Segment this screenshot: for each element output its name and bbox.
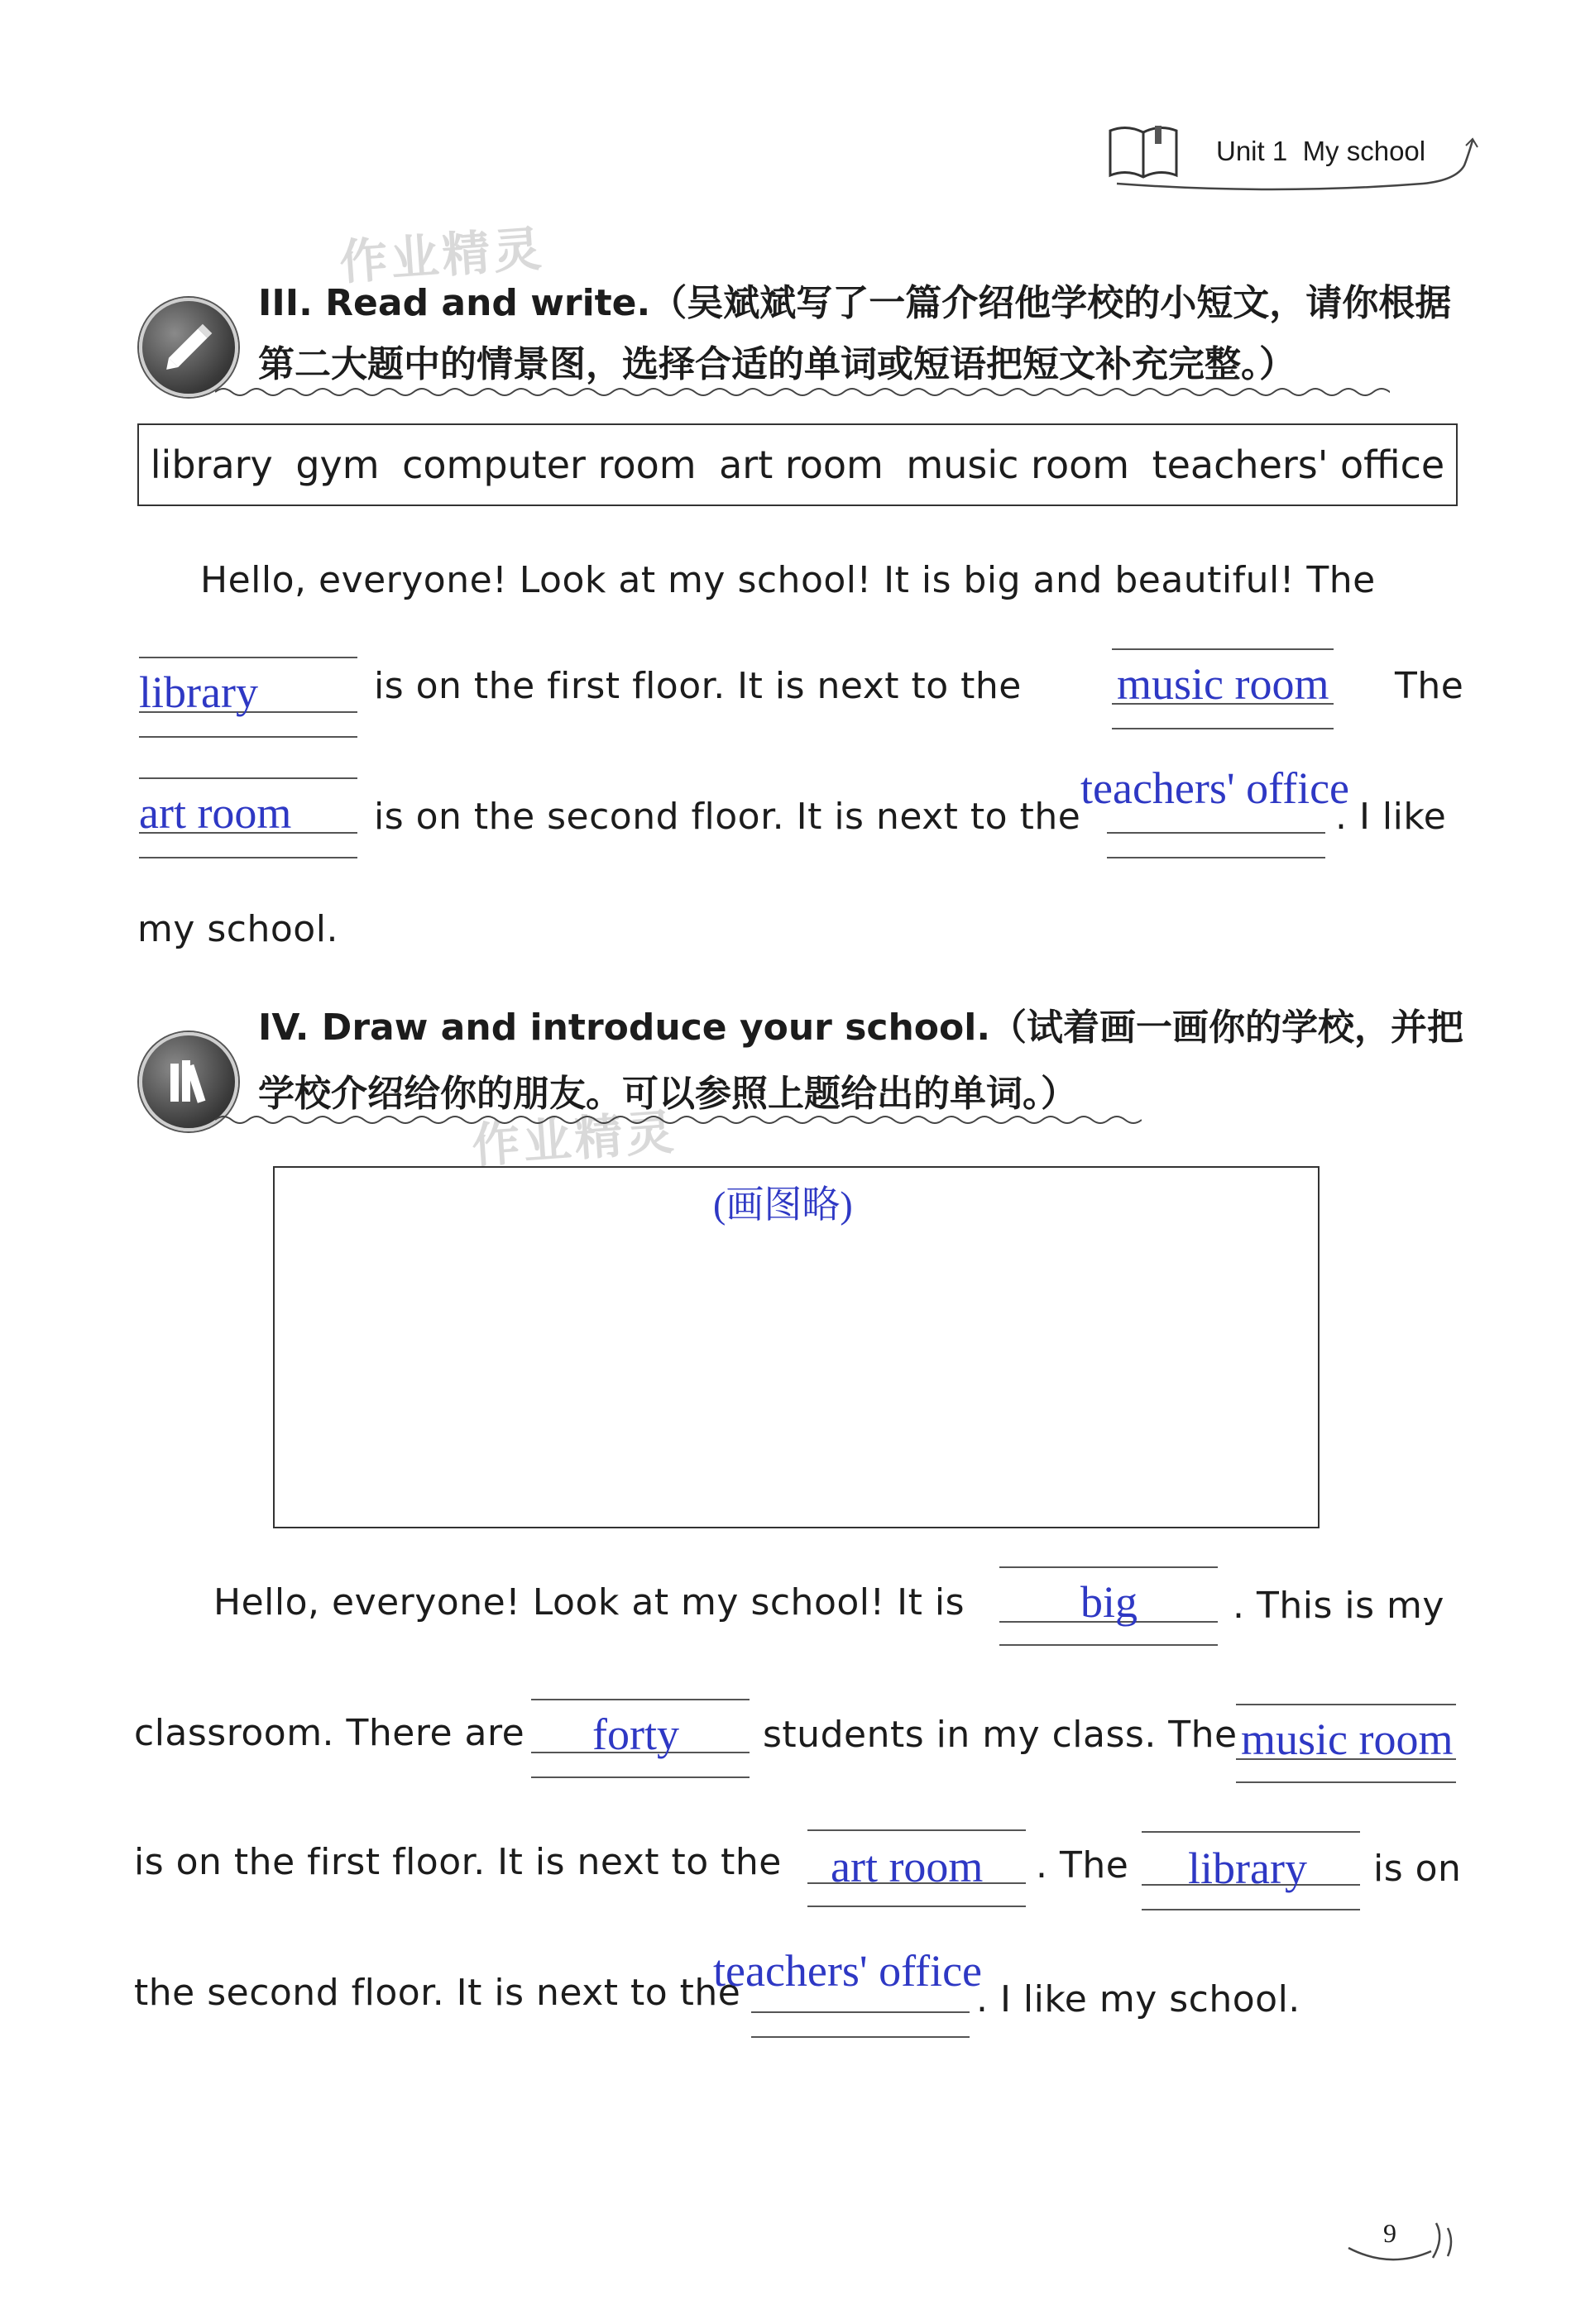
passage-text: Hello, everyone! Look at my school! It is xyxy=(213,1581,965,1623)
unit-label: Unit 1 xyxy=(1216,136,1288,166)
answer-line xyxy=(1236,1781,1456,1783)
answer-line xyxy=(139,777,357,779)
answer-music-room: music room xyxy=(1241,1714,1454,1764)
watermark: 作业精灵 xyxy=(338,220,547,291)
pencil-icon-badge xyxy=(139,298,238,397)
answer-line xyxy=(1112,728,1334,729)
watermark: 作业精灵 xyxy=(470,1103,679,1174)
answer-line xyxy=(1112,648,1334,650)
answer-line xyxy=(1142,1909,1360,1910)
passage-text: classroom. There are xyxy=(134,1712,525,1754)
answer-forty: forty xyxy=(592,1710,679,1759)
passage-text: . I like my school. xyxy=(976,1978,1300,2020)
word-bank-item: computer room xyxy=(402,442,697,487)
answer-art-room: art room xyxy=(139,788,292,838)
word-bank xyxy=(137,423,1458,506)
section-3-instruction-1: （吴斌斌写了一篇介绍他学校的小短文，请你根据 xyxy=(650,282,1452,324)
answer-line xyxy=(999,1644,1218,1646)
answer-line xyxy=(751,2011,970,2013)
answer-line xyxy=(999,1566,1218,1568)
wavy-divider xyxy=(215,385,1390,399)
wavy-divider xyxy=(215,1113,1142,1126)
section-4-title: Draw and introduce your school. xyxy=(321,1007,991,1049)
answer-line xyxy=(139,657,357,658)
section-3-title: Read and write. xyxy=(325,282,651,324)
drawing-area xyxy=(273,1166,1320,1528)
answer-line xyxy=(807,1906,1026,1907)
passage-text: . I like xyxy=(1335,796,1447,838)
answer-line xyxy=(531,1699,750,1700)
passage-text: . The xyxy=(1036,1844,1129,1886)
word-bank-item: art room xyxy=(719,442,884,487)
passage-text: students in my class. The xyxy=(763,1714,1238,1756)
answer-line xyxy=(1107,857,1325,858)
footer-swoosh xyxy=(1340,2205,1464,2271)
passage-text: . This is my xyxy=(1233,1585,1444,1627)
section-3-instruction-2: 第二大题中的情景图，选择合适的单词或短语把短文补充完整。） xyxy=(258,343,1296,385)
answer-library: library xyxy=(1188,1843,1307,1893)
unit-title: My school xyxy=(1302,136,1426,166)
passage-text: The xyxy=(1395,665,1464,707)
passage-text: Hello, everyone! Look at my school! It is big and beautiful! The xyxy=(200,559,1376,601)
answer-line xyxy=(751,2036,970,2038)
answer-line xyxy=(807,1829,1026,1831)
section-4-heading xyxy=(258,997,1463,1050)
answer-teachers-office: teachers' office xyxy=(1080,763,1350,813)
page-number: 9 xyxy=(1383,2218,1396,2248)
drawing-note: (画图略) xyxy=(713,1184,853,1226)
section-4-instruction-2: 学校介绍给你的朋友。可以参照上题给出的单词。） xyxy=(258,1073,1077,1115)
answer-teachers-office: teachers' office xyxy=(713,1946,983,1996)
answer-library: library xyxy=(139,667,258,717)
section-3-number: III. xyxy=(258,282,313,324)
word-bank-item: library xyxy=(150,442,273,487)
passage-text: the second floor. It is next to the xyxy=(134,1972,741,2014)
pencil-icon xyxy=(142,301,235,394)
passage-text: is on xyxy=(1373,1848,1462,1890)
section-3-heading xyxy=(258,273,1451,326)
answer-line xyxy=(1107,832,1325,834)
answer-art-room: art room xyxy=(831,1842,984,1891)
answer-line xyxy=(1142,1831,1360,1833)
answer-line xyxy=(1236,1704,1456,1705)
section-4-number: IV. xyxy=(258,1007,309,1049)
passage-text: is on the first floor. It is next to the xyxy=(134,1841,782,1883)
answer-music-room: music room xyxy=(1117,659,1329,709)
section-4-instruction-1: （试着画一画你的学校，并把 xyxy=(990,1007,1464,1049)
passage-text: is on the first floor. It is next to the xyxy=(374,665,1022,707)
passage-text: my school. xyxy=(137,908,338,950)
word-bank-item: teachers' office xyxy=(1152,442,1445,487)
header-swoosh xyxy=(1109,132,1481,198)
word-bank-item: gym xyxy=(295,442,380,487)
word-bank-item: music room xyxy=(906,442,1130,487)
answer-line xyxy=(139,736,357,738)
passage-text: is on the second floor. It is next to the xyxy=(374,796,1081,838)
answer-line xyxy=(139,857,357,858)
answer-line xyxy=(531,1776,750,1778)
answer-big: big xyxy=(1080,1577,1138,1627)
